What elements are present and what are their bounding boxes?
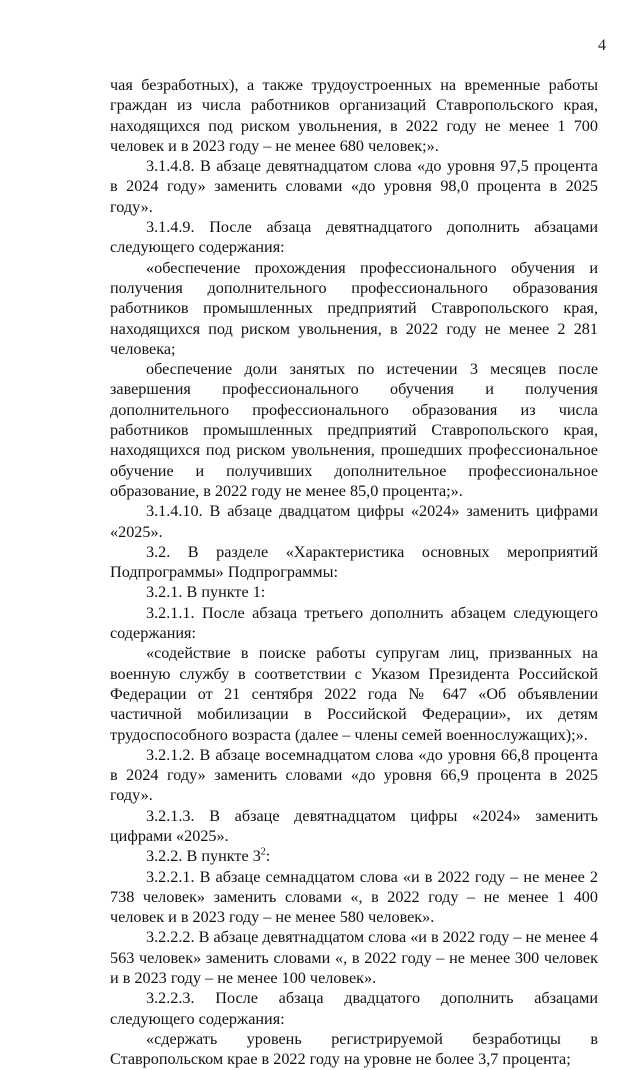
paragraph: 3.2.1.2. В абзаце восемнадцатом слова «до уровня 66,8 процента в 2024 году» заменить словами «до уровня 66,9 процента в 2025 году». bbox=[110, 745, 598, 805]
paragraph-tail: : bbox=[265, 847, 271, 866]
paragraph: 3.2.2.2. В абзаце девятнадцатом слова «и в 2022 году – не менее 4 563 человек» заменить словами «, в 2022 году – не менее 300 человек и в 2023 году – не менее 100 человек». bbox=[110, 928, 598, 988]
paragraph: 3.2.1.1. После абзаца третьего дополнить абзацем следующего содержания: bbox=[110, 603, 598, 643]
paragraph: обеспечение доли занятых по истечении 3 месяцев после завершения профессионального обучения и получения дополнительного профессионального образования из числа работников промышленных предприятий Ставропольского края, находящихся под риском увольнения, прошедших профессиональное обучение и получивших дополнительное профессиональное образование, в 2022 году не менее 85,0 процента;». bbox=[110, 360, 598, 500]
paragraph: 3.2.2.1. В абзаце семнадцатом слова «и в 2022 году – не менее 2 738 человек» заменить словами «, в 2022 году – не менее 1 400 человек и в 2023 году – не менее 580 человек». bbox=[110, 867, 598, 927]
page-number: 4 bbox=[598, 37, 606, 54]
paragraph: 3.2.1. В пункте 1: bbox=[146, 583, 266, 602]
paragraph: 3.2. В разделе «Характеристика основных мероприятий Подпрограммы» Подпрограммы: bbox=[110, 542, 598, 582]
paragraph: «содействие в поиске работы супругам лиц, призванных на военную службу в соответствии с Указом Президента Российской Федерации от 21 сентября 2022 года № 647 «Об объявлении частичной мобилизации в Российской Федерации», их детям трудоспособного возраста (далее – члены семей военнослужащих);». bbox=[110, 644, 598, 744]
paragraph: 3.1.4.8. В абзаце девятнадцатом слова «до уровня 97,5 процента в 2024 году» заменить словами «до уровня 98,0 процента в 2025 году». bbox=[110, 157, 598, 216]
document-body bbox=[110, 75, 598, 1070]
paragraph: 3.1.4.9. После абзаца девятнадцатого дополнить абзацами следующего содержания: bbox=[110, 218, 598, 257]
paragraph: «обеспечение прохождения профессионального обучения и получения дополнительного профессионального образования работников промышленных предприятий Ставропольского края, находящихся под риском увольнения, в 2022 году не менее 2 281 человека; bbox=[110, 258, 598, 358]
paragraph: 3.2.1.3. В абзаце девятнадцатом цифры «2024» заменить цифрами «2025». bbox=[110, 806, 598, 845]
paragraph-text: 3.2.2. В пункте 3 bbox=[146, 847, 261, 866]
paragraph: «сдержать уровень регистрируемой безработицы в Ставропольском крае в 2022 году на уровне не более 3,7 процента; bbox=[110, 1029, 598, 1069]
superscript: 2 bbox=[260, 846, 266, 858]
paragraph bbox=[110, 846, 598, 866]
paragraph: 3.1.4.10. В абзаце двадцатом цифры «2024» заменить цифрами «2025». bbox=[110, 502, 598, 541]
paragraph: 3.2.2.3. После абзаца двадцатого дополнить абзацами следующего содержания: bbox=[110, 989, 598, 1028]
paragraph: чая безработных), а также трудоустроенных на временные работы граждан из числа работников организаций Ставропольского края, находящихся под риском увольнения, в 2022 году не менее 1 700 человек и в 2023 году – не менее 680 человек;». bbox=[110, 76, 598, 155]
